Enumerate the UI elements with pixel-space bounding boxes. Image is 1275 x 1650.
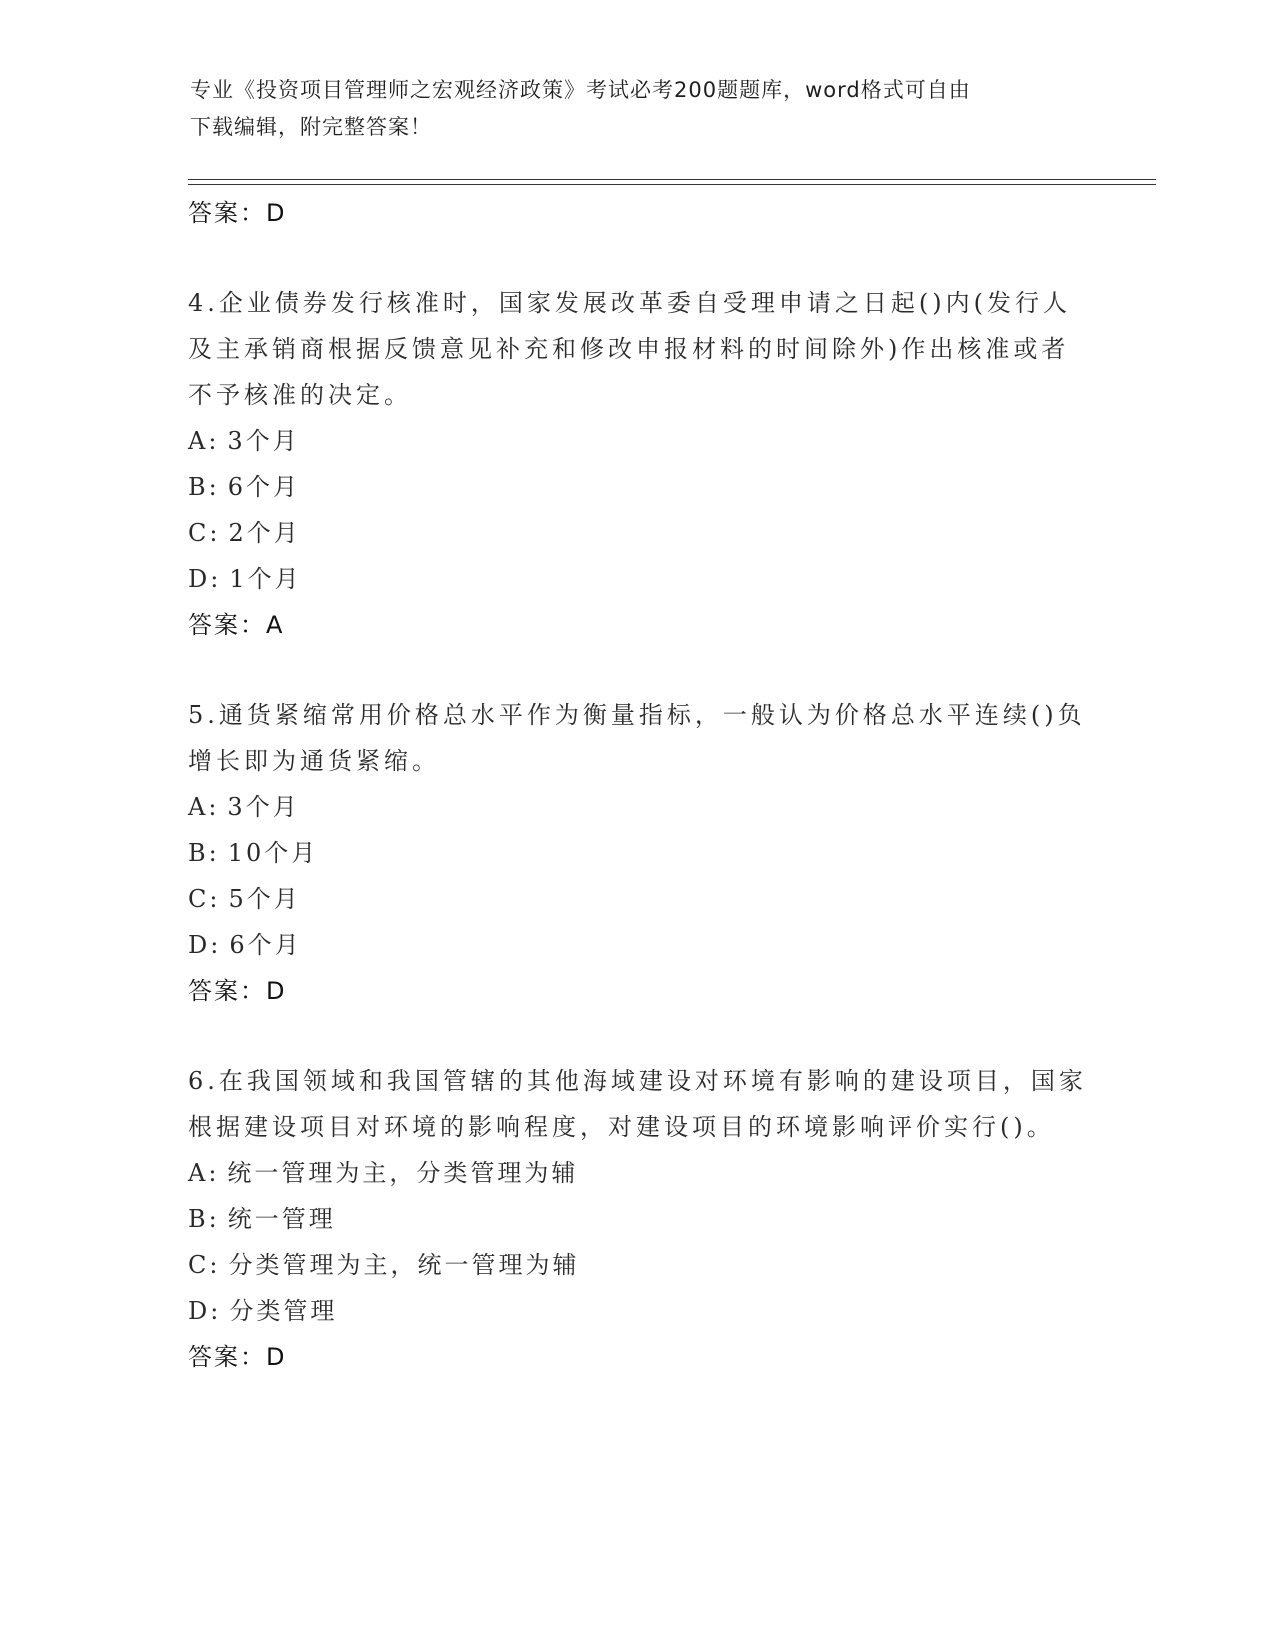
question-5-option-c	[188, 876, 1088, 922]
option-key: A:	[188, 793, 220, 821]
option-text: 5个月	[228, 885, 301, 913]
option-key: A:	[188, 427, 220, 455]
option-text: 6个月	[229, 931, 302, 959]
question-5-stem: 5.通货紧缩常用价格总水平作为衡量指标，一般认为价格总水平连续()负增长即为通货紧缩。	[188, 701, 1086, 775]
header-line-1: 专业《投资项目管理师之宏观经济政策》考试必考200题题库，word格式可自由	[190, 78, 971, 102]
option-text: 6个月	[227, 473, 301, 501]
option-key: D:	[188, 931, 222, 959]
question-4-answer: 答案：A	[188, 611, 285, 639]
question-5-option-a	[188, 784, 1088, 830]
question-6-stem: 6.在我国领域和我国管辖的其他海域建设对环境有影响的建设项目，国家根据建设项目对环境的影响程度，对建设项目的环境影响评价实行()。	[188, 1067, 1087, 1141]
option-key: D:	[188, 565, 222, 593]
option-key: B:	[188, 1205, 220, 1233]
answer-previous: 答案：D	[188, 199, 287, 227]
option-text: 10个月	[227, 839, 319, 867]
option-text: 3个月	[227, 427, 300, 455]
option-text: 分类管理为主，统一管理为辅	[228, 1251, 580, 1279]
option-key: D:	[188, 1297, 222, 1325]
question-5-answer: 答案：D	[188, 977, 287, 1005]
document-header	[190, 72, 1070, 146]
question-4-option-a	[188, 418, 1088, 464]
option-key: A:	[188, 1159, 220, 1187]
option-text: 分类管理	[229, 1297, 338, 1325]
question-4-option-c	[188, 510, 1088, 556]
option-key: C:	[188, 885, 221, 913]
document-body	[188, 190, 1088, 1380]
question-6-answer: 答案：D	[188, 1343, 287, 1371]
question-4-option-d	[188, 556, 1088, 602]
option-text: 统一管理	[227, 1205, 336, 1233]
option-text: 1个月	[229, 565, 302, 593]
question-4-option-b	[188, 464, 1088, 510]
option-key: B:	[188, 473, 220, 501]
option-text: 2个月	[228, 519, 301, 547]
option-key: C:	[188, 1251, 221, 1279]
question-5-option-d	[188, 922, 1088, 968]
option-key: C:	[188, 519, 221, 547]
question-6-option-c	[188, 1242, 1088, 1288]
option-key: B:	[188, 839, 220, 867]
question-6-option-b	[188, 1196, 1088, 1242]
question-6-option-d	[188, 1288, 1088, 1334]
header-divider-bottom	[188, 184, 1156, 185]
question-6-option-a	[188, 1150, 1088, 1196]
option-text: 3个月	[227, 793, 300, 821]
question-5-option-b	[188, 830, 1088, 876]
option-text: 统一管理为主，分类管理为辅	[227, 1159, 579, 1187]
question-4-stem: 4.企业债券发行核准时，国家发展改革委自受理申请之日起()内(发行人及主承销商根据反馈意见补充和修改申报材料的时间除外)作出核准或者不予核准的决定。	[188, 289, 1071, 409]
header-line-2: 下载编辑，附完整答案！	[190, 115, 432, 139]
header-divider-top	[188, 179, 1156, 180]
